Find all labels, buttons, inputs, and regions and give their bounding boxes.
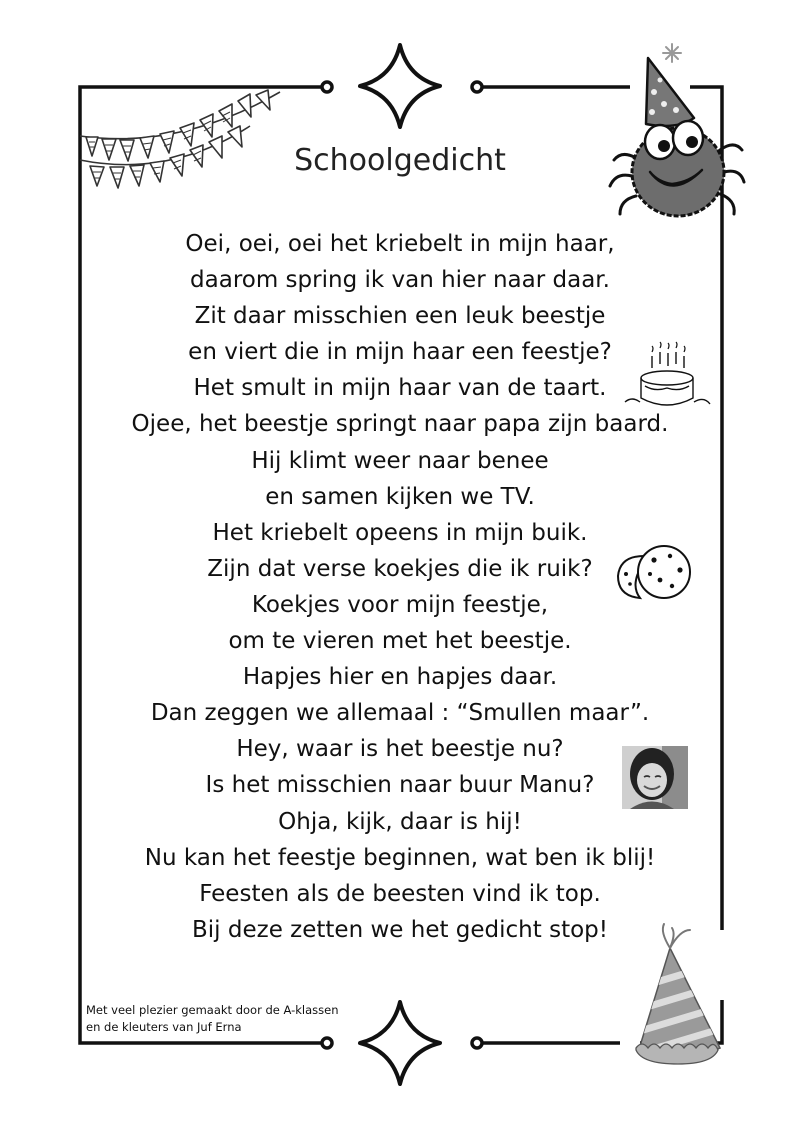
spider-party-hat-icon: [610, 44, 744, 216]
poem-line: en viert die in mijn haar een feestje?: [188, 339, 612, 366]
poem-line: Ojee, het beestje springt naar papa zijn baard.: [131, 411, 669, 438]
poem-line: Zit daar misschien een leuk beestje: [194, 303, 606, 330]
poem-line: Zijn dat verse koekjes die ik ruik?: [207, 555, 593, 582]
poem-line: Het smult in mijn haar van de taart.: [193, 375, 607, 402]
poem-line: Feesten als de beesten vind ik top.: [199, 880, 601, 907]
poem-line: Hij klimt weer naar benee: [251, 447, 549, 474]
poem-line: Dan zeggen we allemaal : “Smullen maar”.: [150, 700, 650, 727]
poem-line: Oei, oei, oei het kriebelt in mijn haar,: [185, 231, 615, 257]
poem: [0, 226, 800, 948]
poem-line: om te vieren met het beestje.: [228, 628, 572, 655]
four-point-star-icon: [360, 45, 440, 127]
credits-line: Met veel plezier gemaakt door de A-klassen: [86, 1003, 339, 1017]
poem-line: Hapjes hier en hapjes daar.: [242, 664, 558, 691]
poem-line: Het kriebelt opeens in mijn buik.: [212, 519, 588, 546]
poem-line: Nu kan het feestje beginnen, wat ben ik blij!: [144, 844, 656, 871]
poem-line: Koekjes voor mijn feestje,: [251, 591, 549, 618]
credits: [86, 1002, 339, 1036]
credits-line: en de kleuters van Juf Erna: [86, 1020, 242, 1034]
poem-line: Hey, waar is het beestje nu?: [236, 736, 564, 763]
poem-line: daarom spring ik van hier naar daar.: [190, 267, 610, 294]
poem-line: Ohja, kijk, daar is hij!: [278, 808, 522, 835]
four-point-star-icon: [360, 1002, 440, 1084]
page-title: Schoolgedicht: [294, 143, 506, 178]
poem-line: Bij deze zetten we het gedicht stop!: [192, 916, 608, 943]
poem-line: en samen kijken we TV.: [265, 483, 535, 510]
poem-line: Is het misschien naar buur Manu?: [205, 772, 595, 799]
